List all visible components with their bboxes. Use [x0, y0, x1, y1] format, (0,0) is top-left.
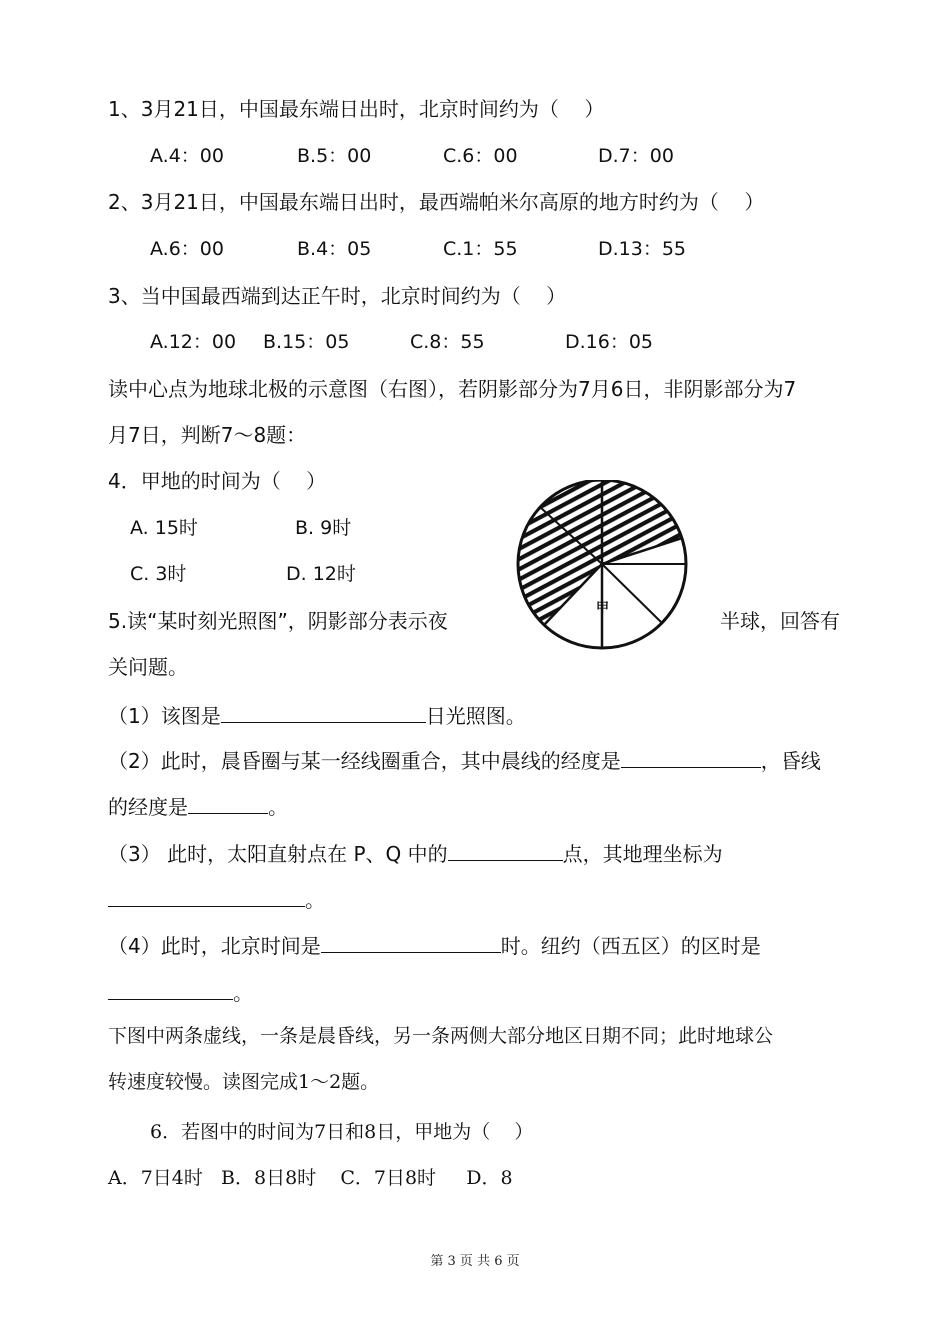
q5-p1-blank[interactable] — [221, 702, 426, 723]
intro-line-2: 月7日，判断7～8题： — [108, 423, 307, 447]
q1-option-d: D.7：00 — [598, 145, 674, 167]
q3-option-a: A.12：00 — [150, 331, 237, 353]
q5-part-2 — [108, 747, 821, 775]
q5-p4-before: （4）此时，北京时间是 — [108, 934, 321, 958]
question-1-stem: 1、3月21日，中国最东端日出时，北京时间约为（ ） — [108, 97, 605, 121]
meridian-se — [602, 564, 662, 623]
q2-option-d: D.13：55 — [598, 238, 687, 260]
q5-p3-before: （3） 此时，太阳直射点在 P、Q 中的 — [108, 842, 448, 866]
q1-option-b: B.5：00 — [297, 145, 372, 167]
question-5-stem-left: 5.读“某时刻光照图”，阴影部分表示夜 — [108, 609, 448, 633]
intro-line-1: 读中心点为地球北极的示意图（右图），若阴影部分为7月6日，非阴影部分为7 — [108, 377, 797, 401]
q2-option-c: C.1：55 — [443, 238, 518, 260]
q5-part-3b — [108, 886, 325, 914]
intro2-line-1: 下图中两条虚线，一条是晨昏线，另一条两侧大部分地区日期不同；此时地球公 — [108, 1025, 774, 1047]
label-jia: 甲 — [596, 601, 610, 616]
q5-part-4b — [108, 979, 253, 1007]
q2-option-a: A.6：00 — [150, 238, 224, 260]
q5-part-1 — [108, 702, 526, 730]
q5-p2-blank-dawn[interactable] — [621, 747, 761, 768]
q3-option-b: B.15：05 — [263, 331, 350, 353]
q5-part-3 — [108, 840, 723, 868]
question-5-stem-line2: 关问题。 — [108, 655, 188, 679]
q4-option-a: A. 15时 — [130, 517, 198, 539]
q1-option-c: C.6：00 — [443, 145, 518, 167]
q5-p2b-after: 。 — [268, 795, 288, 819]
question-2-stem: 2、3月21日，中国最东端日出时，最西端帕米尔高原的地方时约为（ ） — [108, 190, 765, 214]
q5-p4-after: 时。纽约（西五区）的区时是 — [500, 934, 761, 958]
north-pole-diagram — [510, 480, 695, 650]
q5-p4-blank-beijing[interactable] — [321, 932, 501, 953]
q5-p1-after: 日光照图。 — [425, 704, 526, 728]
q5-p3-blank-coord[interactable] — [108, 886, 305, 907]
q5-p3-blank-point[interactable] — [448, 840, 563, 861]
question-4-stem: 4．甲地的时间为（ ） — [108, 469, 327, 493]
question-6-stem: 6．若图中的时间为7日和8日，甲地为（ ） — [150, 1121, 534, 1143]
question-3-stem: 3、当中国最西端到达正午时，北京时间约为（ ） — [108, 284, 567, 308]
q2-option-b: B.4：05 — [297, 238, 372, 260]
q5-p3b-after: 。 — [305, 888, 325, 912]
q4-option-c: C. 3时 — [130, 563, 187, 585]
q5-part-2b — [108, 793, 288, 821]
q5-p2-before: （2）此时，晨昏圈与某一经线圈重合，其中晨线的经度是 — [108, 749, 621, 773]
intro2-line-2: 转速度较慢。读图完成1～2题。 — [108, 1071, 380, 1093]
q5-p4b-after: 。 — [233, 981, 253, 1005]
q1-option-a: A.4：00 — [150, 145, 224, 167]
q5-part-4 — [108, 932, 761, 960]
q4-option-d: D. 12时 — [286, 563, 356, 585]
q5-p2b-before: 的经度是 — [108, 795, 188, 819]
q5-p4-blank-newyork[interactable] — [108, 979, 233, 1000]
q5-p2-blank-dusk[interactable] — [188, 793, 268, 814]
page-footer: 第 3 页 共 6 页 — [430, 1254, 520, 1269]
q5-p1-before: （1）该图是 — [108, 704, 221, 728]
q4-option-b: B. 9时 — [295, 517, 352, 539]
question-6-options: A．7日4时 B．8日8时 C．7日8时 D．8 — [108, 1167, 513, 1189]
q3-option-c: C.8：55 — [410, 331, 485, 353]
q3-option-d: D.16：05 — [565, 331, 654, 353]
question-5-stem-right: 半球，回答有 — [720, 609, 840, 633]
q5-p3-after: 点，其地理坐标为 — [562, 842, 723, 866]
q5-p2-after: ，昏线 — [760, 749, 821, 773]
